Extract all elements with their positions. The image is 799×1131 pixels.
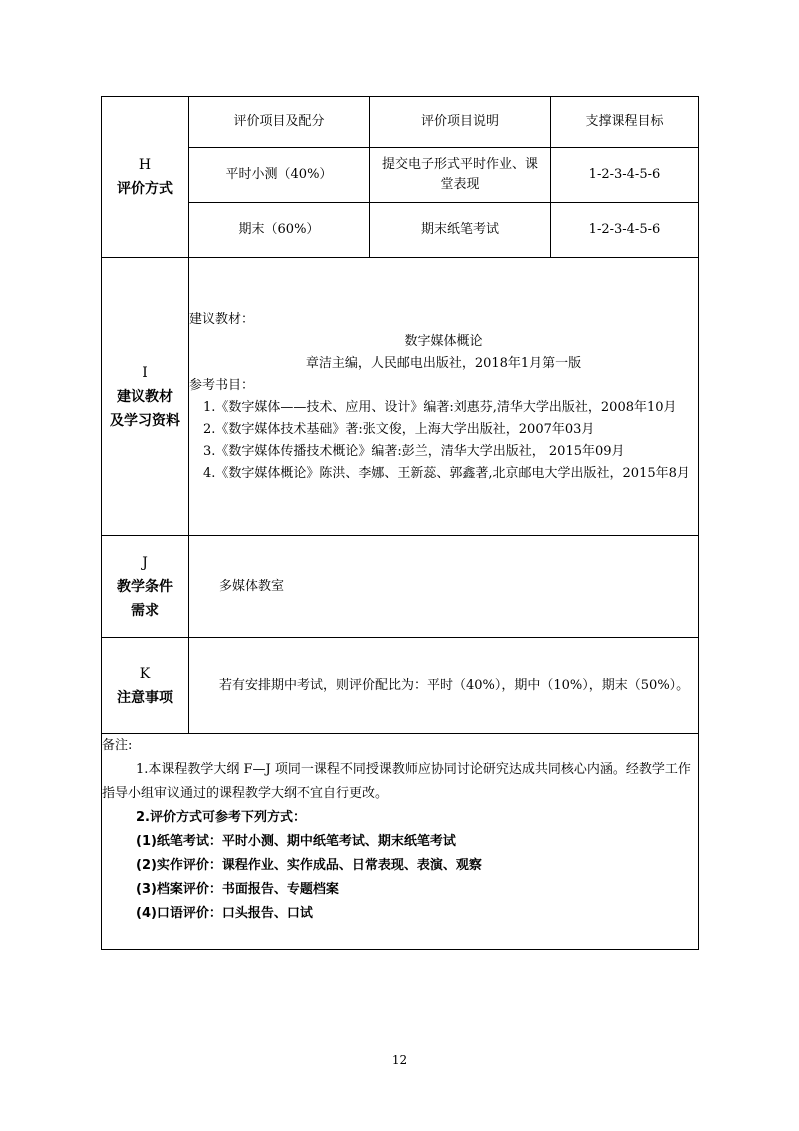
section-j-title-line2: 需求 [131,602,159,619]
section-h-code: H [138,157,152,173]
notes-cell [102,734,699,950]
ref-item: 4.《数字媒体概论》陈洪、李娜、王新蕊、郭鑫著,北京邮电大学出版社，2015年8月 [203,465,690,481]
evaluation-method: (2)实作评价：课程作业、实作成品、日常表现、表演、观察 [136,858,482,873]
evaluation-target: 1-2-3-4-5-6 [550,147,698,202]
evaluation-table [189,97,698,257]
section-i-content [189,258,699,536]
section-i-label [102,258,189,536]
ref-item: 1.《数字媒体——技术、应用、设计》编著:刘惠芬,清华大学出版社，2008年10月 [203,399,677,415]
evaluation-target: 1-2-3-4-5-6 [550,202,698,257]
section-i-title-line2: 及学习资料 [110,412,180,429]
section-i-code: I [142,364,148,381]
section-k-code: K [139,665,151,682]
evaluation-desc: 期末纸笔考试 [369,202,550,257]
section-j-content: 多媒体教室 [189,536,699,638]
evaluation-row [189,202,698,257]
evaluation-method: (1)纸笔考试：平时小测、期中纸笔考试、期末纸笔考试 [136,834,456,849]
section-k-content: 若有安排期中考试，则评价配比为：平时（40%），期中（10%），期末（50%）。 [189,638,699,734]
section-h-row [102,97,699,258]
evaluation-row [189,147,698,202]
evaluation-header-item: 评价项目及配分 [189,97,369,147]
section-i-row [102,258,699,536]
textbook-label: 建议教材： [189,311,255,327]
evaluation-desc: 提交电子形式平时作业、课堂表现 [369,147,550,202]
section-k-title: 注意事项 [117,689,173,706]
section-h-title: 评价方式 [117,181,173,197]
section-h-label [102,97,189,258]
section-j-code: J [142,554,148,571]
evaluation-header-desc: 评价项目说明 [369,97,550,147]
section-j-row [102,536,699,638]
section-k-label [102,638,189,734]
syllabus-table [101,96,699,950]
ref-item: 2.《数字媒体技术基础》著:张文俊，上海大学出版社，2007年03月 [203,421,595,437]
refs-label: 参考书目： [189,377,255,393]
section-j-label [102,536,189,638]
evaluation-method: (4)口语评价：口头报告、口试 [136,906,313,921]
document-page [101,96,699,950]
ref-item: 3.《数字媒体传播技术概论》编著:彭兰，清华大学出版社， 2015年09月 [203,443,625,459]
section-i-title-line1: 建议教材 [117,388,173,405]
notes-label: 备注: [102,738,133,753]
section-h-content [189,97,699,258]
evaluation-method: (3)档案评价：书面报告、专题档案 [136,882,339,897]
notes-item-1: 1.本课程教学大纲 F—J 项同一课程不同授课教师应协同讨论研究达成共同核心内涵。经教学工作指导小组审议通过的课程教学大纲不宜自行更改。 [102,762,691,801]
evaluation-item: 平时小测（40%） [189,147,369,202]
section-j-title-line1: 教学条件 [117,578,173,595]
textbook-info: 章洁主编，人民邮电出版社，2018年1月第一版 [305,355,582,371]
evaluation-item: 期末（60%） [189,202,369,257]
notes-row [102,734,699,950]
notes-item-2: 2.评价方式可参考下列方式： [136,810,306,825]
evaluation-header-row [189,97,698,147]
evaluation-header-target: 支撑课程目标 [550,97,698,147]
page-number: 12 [391,1053,408,1067]
section-k-row [102,638,699,734]
textbook-title: 数字媒体概论 [404,333,483,349]
